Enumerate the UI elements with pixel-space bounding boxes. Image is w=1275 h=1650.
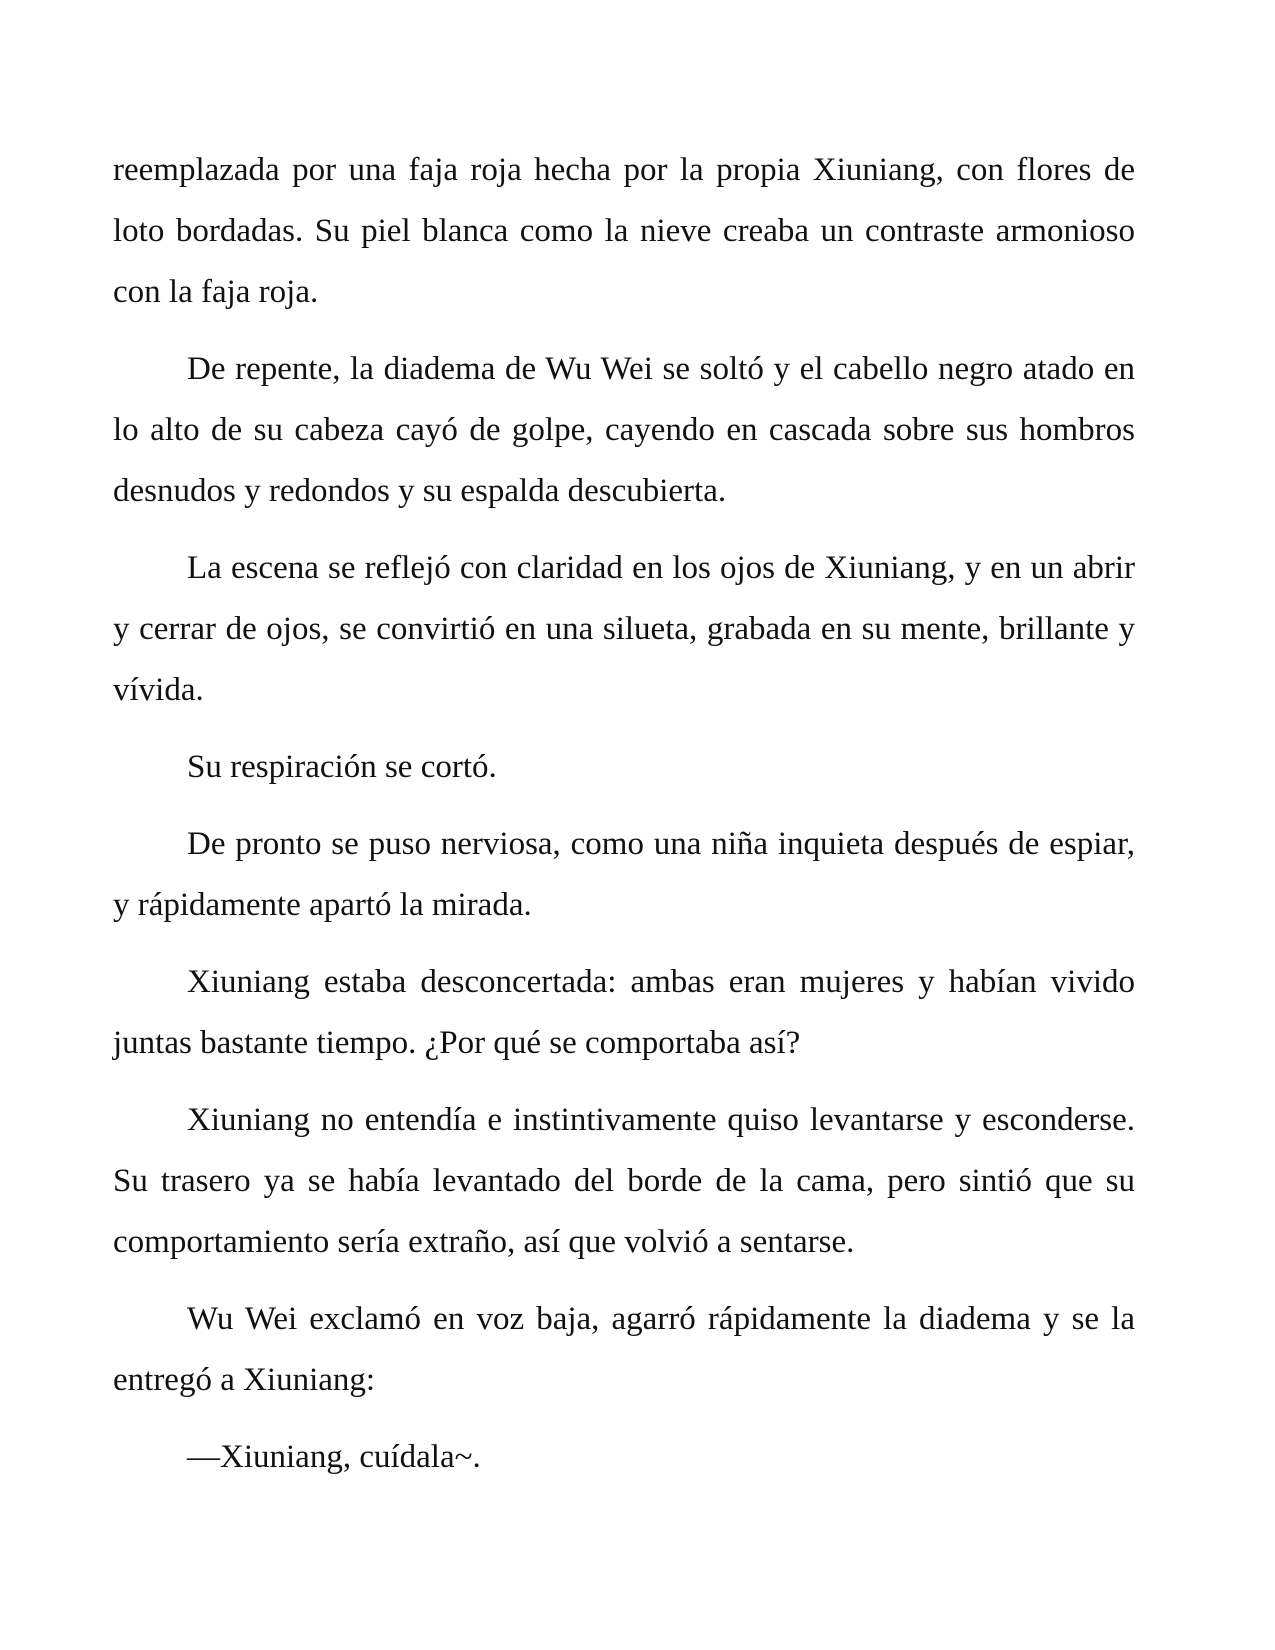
document-page <box>113 140 1135 1504</box>
paragraph: De repente, la diadema de Wu Wei se soltó y el cabello negro atado en lo alto de su cabeza cayó de golpe, cayendo en cascada sobre sus hombros desnudos y redondos y su espalda descubierta. <box>113 351 1135 509</box>
paragraph: Wu Wei exclamó en voz baja, agarró rápidamente la diadema y se la entregó a Xiuniang: <box>113 1301 1135 1398</box>
paragraph: Xiuniang estaba desconcertada: ambas eran mujeres y habían vivido juntas bastante tiempo. ¿Por qué se comportaba así? <box>113 964 1135 1061</box>
paragraph: Su respiración se cortó. <box>187 749 497 785</box>
dialogue-line: —Xiuniang, cuídala~. <box>187 1439 481 1475</box>
paragraph: De pronto se puso nerviosa, como una niña inquieta después de espiar, y rápidamente apartó la mirada. <box>113 826 1135 923</box>
paragraph: Xiuniang no entendía e instintivamente quiso levantarse y esconderse. Su trasero ya se había levantado del borde de la cama, pero sintió que su comportamiento sería extraño, así que volvió a sentarse. <box>113 1102 1135 1260</box>
paragraph: La escena se reflejó con claridad en los ojos de Xiuniang, y en un abrir y cerrar de ojos, se convirtió en una silueta, grabada en su mente, brillante y vívida. <box>113 550 1135 708</box>
paragraph-continuation: reemplazada por una faja roja hecha por la propia Xiuniang, con flores de loto bordadas. Su piel blanca como la nieve creaba un contraste armonioso con la faja roja. <box>113 152 1135 310</box>
